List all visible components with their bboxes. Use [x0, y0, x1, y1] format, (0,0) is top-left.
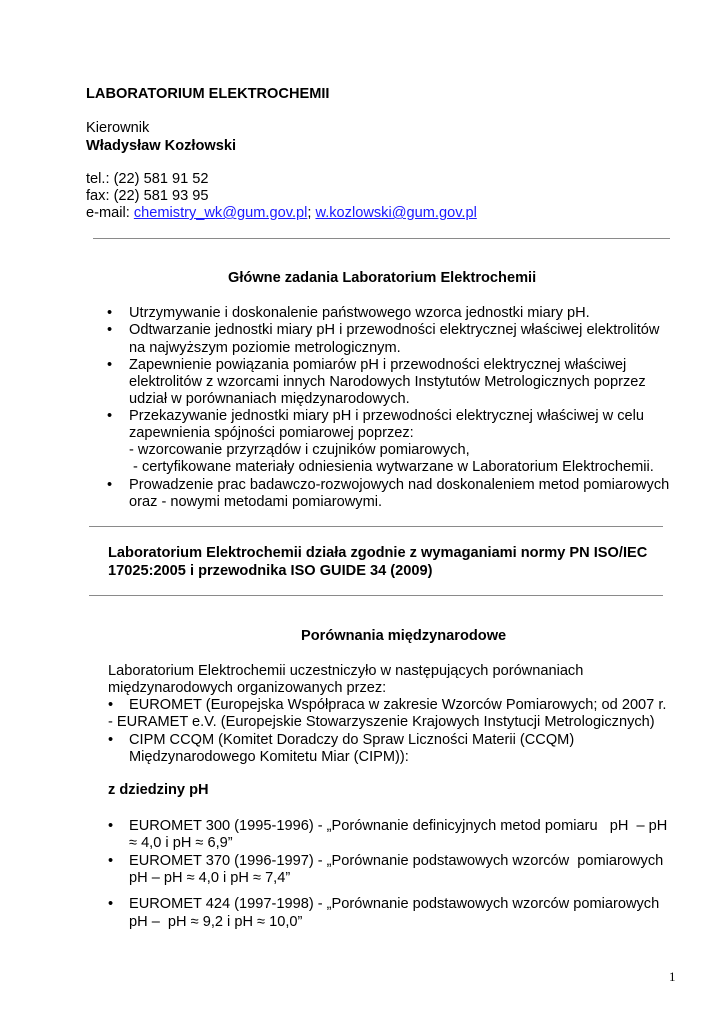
divider	[89, 595, 663, 596]
head-name: Władysław Kozłowski	[86, 138, 237, 154]
list-item: Prowadzenie prac badawczo-rozwojowych nad doskonaleniem metod pomiarowych	[129, 477, 670, 493]
list-item-line: zapewnienia spójności pomiarowej poprzez:	[129, 425, 414, 441]
list-item: Zapewnienie powiązania pomiarów pH i przewodności elektrycznej właściwej	[129, 357, 627, 373]
lab-title: LABORATORIUM ELEKTROCHEMII	[86, 86, 330, 102]
list-item: EUROMET 424 (1997-1998) - „Porównanie podstawowych wzorców pomiarowych	[129, 896, 660, 912]
divider	[89, 526, 663, 527]
list-item-line: - wzorcowanie przyrządów i czujników pomiarowych,	[129, 442, 470, 458]
fax-line: fax: (22) 581 93 95	[86, 188, 209, 204]
page-number: 1	[669, 969, 676, 984]
bullet: •	[107, 357, 113, 373]
organizer-item: CIPM CCQM (Komitet Doradczy do Spraw Liczności Materii (CCQM)	[129, 732, 575, 748]
bullet: •	[108, 732, 114, 748]
tel-line: tel.: (22) 581 91 52	[86, 171, 209, 187]
bullet: •	[108, 697, 114, 713]
bullet: •	[108, 896, 114, 912]
list-item-line: pH – pH ≈ 4,0 i pH ≈ 7,4”	[129, 870, 291, 886]
list-item: Utrzymywanie i doskonalenie państwowego wzorca jednostki miary pH.	[129, 305, 590, 321]
list-item-line: ≈ 4,0 i pH ≈ 6,9”	[129, 835, 233, 851]
organizer-item: EUROMET (Europejska Współpraca w zakresie Wzorców Pomiarowych; od 2007 r.	[129, 697, 667, 713]
list-item: Przekazywanie jednostki miary pH i przewodności elektrycznej właściwej w celu	[129, 408, 645, 424]
list-item-line: oraz - nowymi metodami pomiarowymi.	[129, 494, 383, 510]
bullet: •	[107, 305, 113, 321]
list-item-line: udział w porównaniach międzynarodowych.	[129, 391, 410, 407]
list-item: EUROMET 300 (1995-1996) - „Porównanie definicyjnych metod pomiaru pH – pH	[129, 818, 668, 834]
bullet: •	[107, 408, 113, 424]
list-item: EUROMET 370 (1996-1997) - „Porównanie podstawowych wzorców pomiarowych	[129, 853, 664, 869]
bullet: •	[107, 477, 113, 493]
organizer-item-line: - EURAMET e.V. (Europejskie Stowarzyszenie Krajowych Instytucji Metrologicznych)	[108, 714, 655, 730]
email-line	[86, 205, 477, 223]
email-link-kozlowski[interactable]: w.kozlowski@gum.gov.pl	[315, 205, 477, 221]
email-link-chemistry[interactable]: chemistry_wk@gum.gov.pl	[133, 205, 308, 221]
comparisons-heading: Porównania międzynarodowe	[301, 628, 507, 644]
tasks-heading: Główne zadania Laboratorium Elektrochemii	[228, 270, 537, 286]
bullet: •	[108, 818, 114, 834]
norm-line: 17025:2005 i przewodnika ISO GUIDE 34 (2009)	[108, 563, 433, 579]
divider	[93, 238, 670, 239]
email-prefix: e-mail:	[86, 205, 134, 221]
ph-heading: z dziedziny pH	[108, 782, 209, 798]
bullet: •	[108, 853, 114, 869]
list-item: Odtwarzanie jednostki miary pH i przewodności elektrycznej właściwej elektrolitów	[129, 322, 660, 338]
head-role: Kierownik	[86, 120, 150, 136]
list-item-line: na najwyższym poziomie metrologicznym.	[129, 340, 401, 356]
email-separator: ;	[307, 205, 316, 221]
comparisons-intro: międzynarodowych organizowanych przez:	[108, 680, 387, 696]
organizer-item-line: Międzynarodowego Komitetu Miar (CIPM)):	[129, 749, 409, 765]
list-item-line: - certyfikowane materiały odniesienia wytwarzane w Laboratorium Elektrochemii.	[129, 459, 654, 475]
norm-line: Laboratorium Elektrochemii działa zgodnie z wymaganiami normy PN ISO/IEC	[108, 545, 648, 561]
bullet: •	[107, 322, 113, 338]
list-item-line: pH – pH ≈ 9,2 i pH ≈ 10,0”	[129, 914, 303, 930]
comparisons-intro: Laboratorium Elektrochemii uczestniczyło w następujących porównaniach	[108, 663, 584, 679]
list-item-line: elektrolitów z wzorcami innych Narodowych Instytutów Metrologicznych poprzez	[129, 374, 646, 390]
